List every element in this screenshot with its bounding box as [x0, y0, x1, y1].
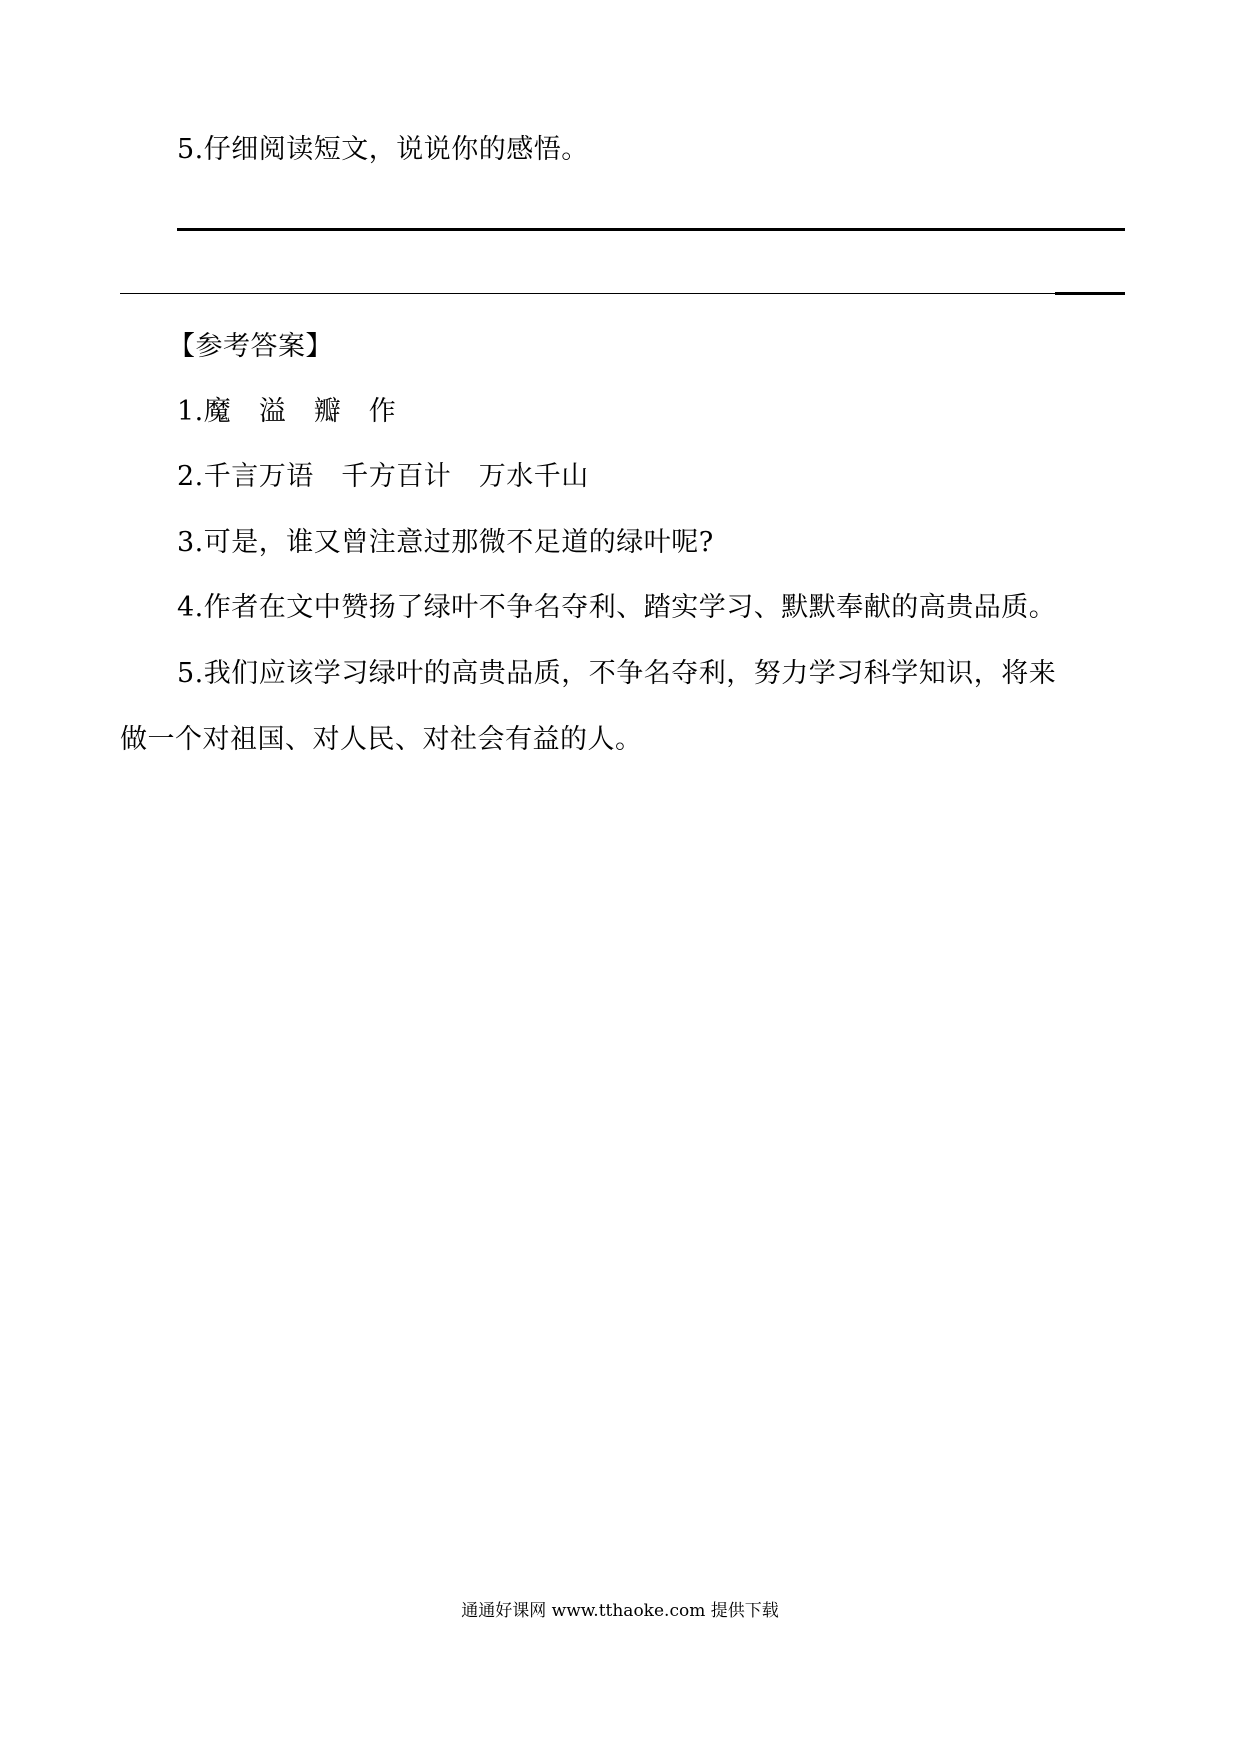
answers-heading: 【参考答案】: [168, 331, 333, 362]
answer-blank-line-2-dashed: [120, 293, 1055, 294]
answer-item-2: 2.千言万语 千方百计 万水千山: [177, 461, 589, 492]
answer-item-1: 1.魔 溢 瓣 作: [177, 396, 397, 427]
answer-item-5-line-1: 5.我们应该学习绿叶的高贵品质，不争名夺利，努力学习科学知识，将来: [177, 658, 1057, 689]
page-footer: 通通好课网 www.tthaoke.com 提供下载: [461, 1601, 779, 1621]
question-5-prompt: 5.仔细阅读短文，说说你的感悟。: [177, 134, 589, 165]
answer-item-3: 3.可是，谁又曾注意过那微不足道的绿叶呢?: [177, 527, 714, 558]
answer-blank-line-2-end: [1055, 292, 1125, 295]
answer-blank-line-1: [177, 228, 1125, 231]
answer-item-4: 4.作者在文中赞扬了绿叶不争名夺利、踏实学习、默默奉献的高贵品质。: [177, 592, 1057, 623]
answer-item-5-line-2: 做一个对祖国、对人民、对社会有益的人。: [120, 724, 643, 755]
